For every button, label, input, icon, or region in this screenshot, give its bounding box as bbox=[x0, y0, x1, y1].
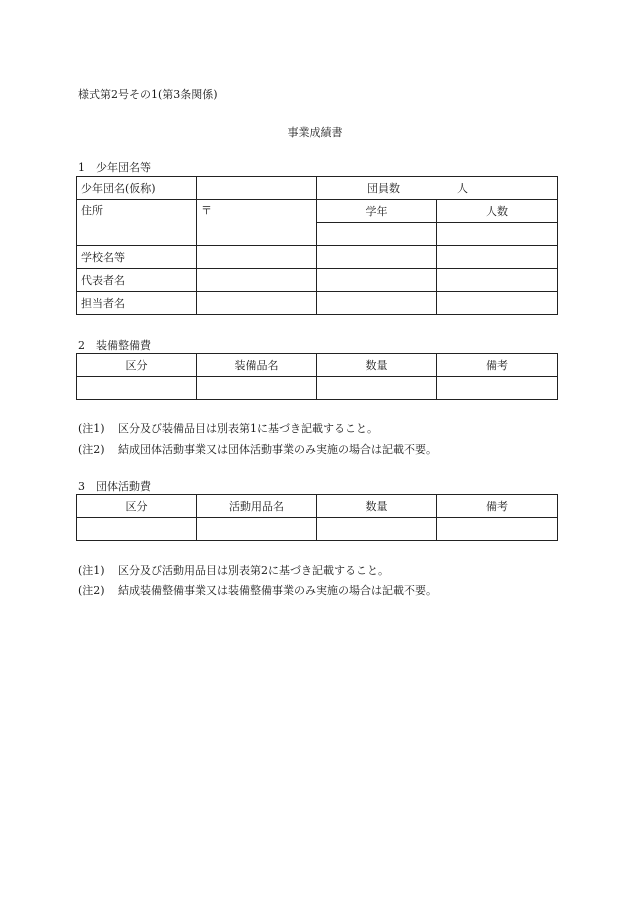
members-cell[interactable] bbox=[317, 177, 558, 200]
label-school: 学校名等 bbox=[77, 246, 197, 269]
label-members: 団員数 bbox=[367, 181, 400, 195]
cell-equipment-name[interactable] bbox=[197, 377, 317, 400]
label-representative: 代表者名 bbox=[77, 269, 197, 292]
section3-note-1: (注1) 区分及び活動用品目は別表第2に基づき記載すること。 bbox=[78, 564, 389, 577]
col-remarks: 備考 bbox=[437, 354, 558, 377]
value-rep-3[interactable] bbox=[437, 269, 558, 292]
section2-heading: 2 装備整備費 bbox=[78, 339, 151, 352]
cell-activity-item-name[interactable] bbox=[197, 518, 317, 541]
col-activity-item-name: 活動用品名 bbox=[197, 495, 317, 518]
activity-table bbox=[76, 494, 558, 541]
cell-category[interactable] bbox=[77, 518, 197, 541]
section3-heading: 3 団体活動費 bbox=[78, 480, 151, 493]
section2-note-2: (注2) 結成団体活動事業又は団体活動事業のみ実施の場合は記載不要。 bbox=[78, 443, 437, 456]
section3-note-2: (注2) 結成装備整備事業又は装備整備事業のみ実施の場合は記載不要。 bbox=[78, 584, 437, 597]
postal-mark: 〒 bbox=[201, 204, 212, 217]
page-title: 事業成績書 bbox=[287, 126, 343, 139]
cell-category[interactable] bbox=[77, 377, 197, 400]
section1-heading: 1 少年団名等 bbox=[78, 161, 151, 174]
col-remarks: 備考 bbox=[437, 495, 558, 518]
value-rep-1[interactable] bbox=[197, 269, 317, 292]
value-contact-3[interactable] bbox=[437, 292, 558, 315]
team-info-table bbox=[76, 176, 558, 315]
value-school-1[interactable] bbox=[197, 246, 317, 269]
value-school-3[interactable] bbox=[437, 246, 558, 269]
value-address[interactable] bbox=[197, 200, 317, 246]
form-number: 様式第2号その1(第3条関係) bbox=[78, 88, 218, 101]
value-contact-2[interactable] bbox=[317, 292, 437, 315]
col-category: 区分 bbox=[77, 354, 197, 377]
col-grade: 学年 bbox=[317, 200, 437, 223]
value-count[interactable] bbox=[437, 223, 558, 246]
value-contact-1[interactable] bbox=[197, 292, 317, 315]
col-equipment-name: 装備品名 bbox=[197, 354, 317, 377]
members-unit: 人 bbox=[457, 181, 468, 195]
label-contact: 担当者名 bbox=[77, 292, 197, 315]
cell-remarks[interactable] bbox=[437, 518, 558, 541]
col-quantity: 数量 bbox=[317, 354, 437, 377]
value-rep-2[interactable] bbox=[317, 269, 437, 292]
label-address: 住所 bbox=[77, 200, 197, 246]
label-team-name: 少年団名(仮称) bbox=[77, 177, 197, 200]
cell-quantity[interactable] bbox=[317, 518, 437, 541]
cell-remarks[interactable] bbox=[437, 377, 558, 400]
cell-quantity[interactable] bbox=[317, 377, 437, 400]
col-quantity: 数量 bbox=[317, 495, 437, 518]
col-category: 区分 bbox=[77, 495, 197, 518]
value-school-2[interactable] bbox=[317, 246, 437, 269]
col-count: 人数 bbox=[437, 200, 558, 223]
equipment-table bbox=[76, 353, 558, 400]
section2-note-1: (注1) 区分及び装備品目は別表第1に基づき記載すること。 bbox=[78, 422, 378, 435]
value-grade[interactable] bbox=[317, 223, 437, 246]
value-team-name[interactable] bbox=[197, 177, 317, 200]
